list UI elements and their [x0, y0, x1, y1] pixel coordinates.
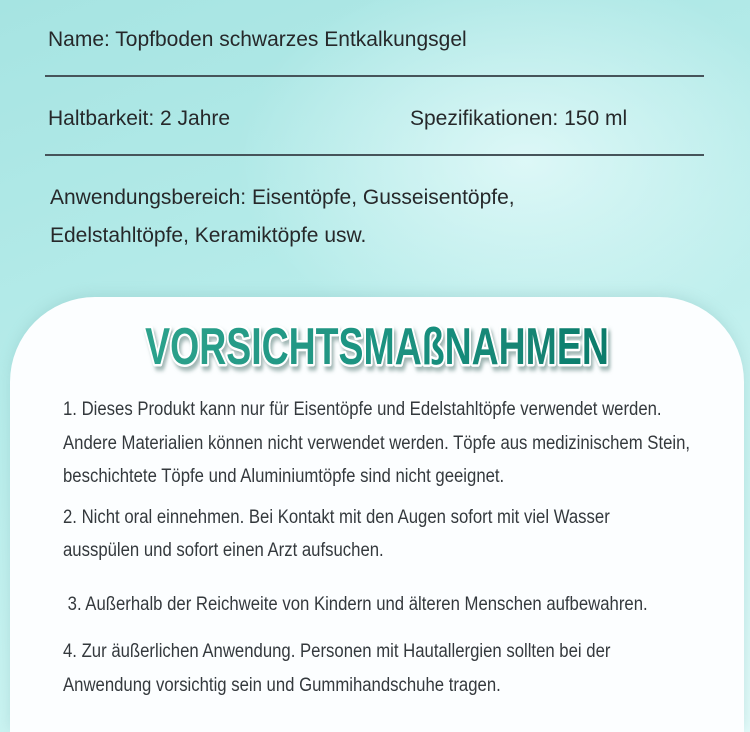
precaution-line: 4. Zur äußerlichen Anwendung. Personen mit Hautallergien sollten bei der: [63, 641, 611, 662]
precaution-line: 3. Außerhalb der Reichweite von Kindern und älteren Menschen aufbewahren.: [63, 593, 648, 615]
precaution-item-1: [63, 393, 744, 494]
precaution-item-4: [63, 635, 744, 702]
divider-bottom: [45, 154, 704, 156]
precaution-line: Andere Materialien können nicht verwendet werden. Töpfe aus medizinischem Stein,: [63, 432, 691, 454]
precaution-line: 2. Nicht oral einnehmen. Bei Kontakt mit den Augen sofort mit viel Wasser: [63, 506, 610, 528]
product-name-text: Name: Topfboden schwarzes Entkalkungsgel: [48, 28, 467, 51]
specifications-text: Spezifikationen: 150 ml: [410, 107, 628, 130]
precaution-line: 1. Dieses Produkt kann nur für Eisentöpfe und Edelstahltöpfe verwendet werden.: [63, 399, 662, 420]
precaution-line: Anwendung vorsichtig sein und Gummihandschuhe tragen.: [63, 674, 501, 696]
precautions-title: VORSICHTSMAßNAHMEN: [145, 323, 609, 376]
application-area-line-1: Anwendungsbereich: Eisentöpfe, Gusseisentöpfe,: [50, 186, 515, 209]
precautions-title-graphic: [27, 323, 727, 377]
precaution-item-3: [63, 588, 744, 622]
shelf-life-text: Haltbarkeit: 2 Jahre: [48, 107, 231, 130]
application-area-line-2: Edelstahltöpfe, Keramiktöpfe usw.: [50, 224, 367, 247]
precautions-list: [10, 393, 744, 702]
precaution-item-2: [63, 501, 744, 568]
precaution-line: ausspülen und sofort einen Arzt aufsuchen.: [63, 540, 384, 561]
divider-top: [45, 75, 704, 77]
precautions-card: [10, 297, 744, 732]
precaution-line: beschichtete Töpfe und Aluminiumtöpfe sind nicht geeignet.: [63, 466, 505, 487]
